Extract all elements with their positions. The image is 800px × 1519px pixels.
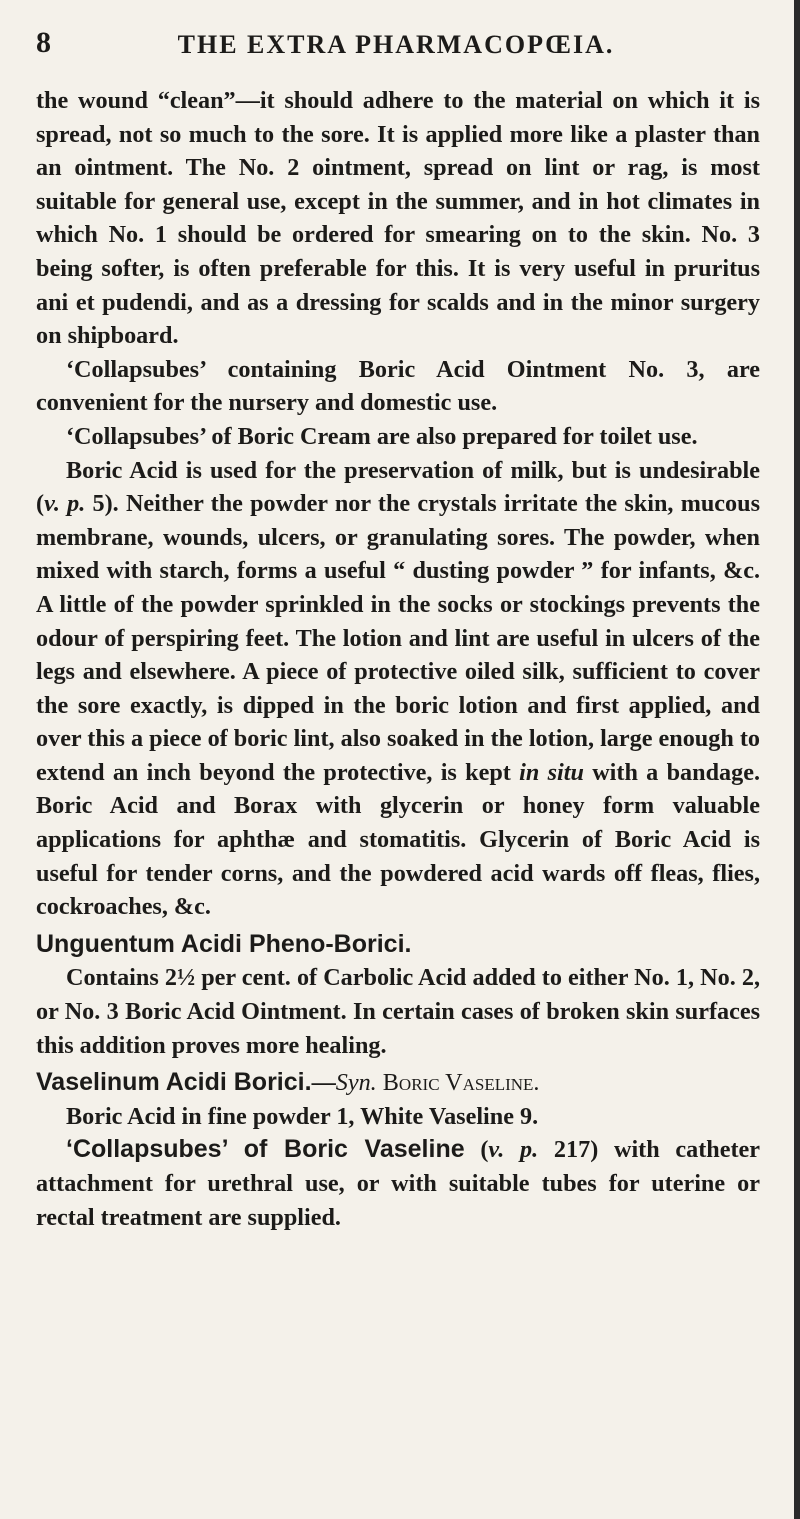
boric-acid-uses-text-b: 5). Neither the powder nor the crystals irritate the skin, mucous membrane, wounds, ulcers, or granulating sores. The powder, when mixed with starch, forms a useful “ dusting powder ” for infants, &c. A little of the powder sprinkled in the socks or stockings prevents the odour of perspiring feet. The lotion and lint are useful in ulcers of the legs and elsewhere. A piece of protective oiled silk, sufficient to cover the sore exactly, is dipped in the boric lotion and first applied, and over this a piece of boric lint, also soaked in the lotion, large enough to extend an inch beyond the protective, is kept (36, 490, 760, 786)
paragraph-collapsubes-ointment: ‘Collapsubes’ containing Boric Acid Ointment No. 3, are convenient for the nursery and domestic use. (36, 355, 760, 417)
running-head: THE EXTRA PHARMACOPŒIA. (177, 30, 615, 59)
boric-acid-uses-text-c: with a bandage. Boric Acid and Borax with glycerin or honey form valuable applications for aphthæ and stomatitis. Glycerin of Boric Acid is useful for tender corns, and the powdered acid wards off fleas, flies, cockroaches, &c. (36, 758, 760, 921)
heading-dash: — (311, 1069, 336, 1097)
page-number: 8 (36, 26, 51, 59)
collapsubes-vaseline-text: with catheter attachment for urethral use, or with suitable tubes for uterine or rectal treatment are supplied. (36, 1136, 761, 1231)
page-header (36, 26, 756, 66)
heading-vaselinum-acidi-borici: Vaselinum Acidi Borici. (36, 1068, 312, 1097)
paragraph-collapsubes-cream: ‘Collapsubes’ of Boric Cream are also prepared for toilet use. (66, 422, 698, 450)
synonym-label: Syn. (335, 1069, 377, 1097)
section-heading-vaselinum (36, 1066, 760, 1100)
boric-acid-uses-text-a: Boric Acid is used for the preservation of milk, but is undesirable ( (36, 456, 760, 518)
paragraph-boric-acid-uses (36, 454, 760, 924)
cross-reference: v. p. (44, 490, 86, 518)
heading-unguentum-pheno-borici: Unguentum Acidi Pheno-Borici. (36, 929, 412, 958)
heading-collapsubes-boric-vaseline: ‘Collapsubes’ of Boric Vaseline (66, 1135, 465, 1164)
section-heading-unguentum (36, 928, 760, 962)
reference-close: 217) (538, 1136, 599, 1164)
paragraph-vaseline-formula: Boric Acid in fine powder 1, White Vaseline 9. (66, 1102, 539, 1130)
cross-reference-217: v. p. (488, 1136, 539, 1164)
paragraph-wound-clean: the wound “clean”—it should adhere to the material on which it is spread, not so much to the sore. It is applied more like a plaster than an ointment. The No. 2 ointment, spread on lint or rag, is most suitable for general use, except in the summer, and in hot climates in which No. 1 should be ordered for smearing on to the skin. No. 3 being softer, is often preferable for this. It is very useful in pruritus ani et pudendi, and as a dressing for scalds and in the minor surgery on shipboard. (36, 87, 760, 350)
page-edge (794, 0, 800, 1519)
reference-open: ( (464, 1136, 489, 1164)
in-situ-italic: in situ (519, 758, 584, 786)
paragraph-collapsubes-vaseline (36, 1133, 760, 1234)
paragraph-pheno-borici: Contains 2½ per cent. of Carbolic Acid added to either No. 1, No. 2, or No. 3 Boric Acid Ointment. In certain cases of broken skin surfaces this addition proves more healing. (36, 964, 760, 1059)
synonym-boric-vaseline: Boric Vaseline. (376, 1069, 540, 1097)
page-body (36, 84, 760, 1234)
